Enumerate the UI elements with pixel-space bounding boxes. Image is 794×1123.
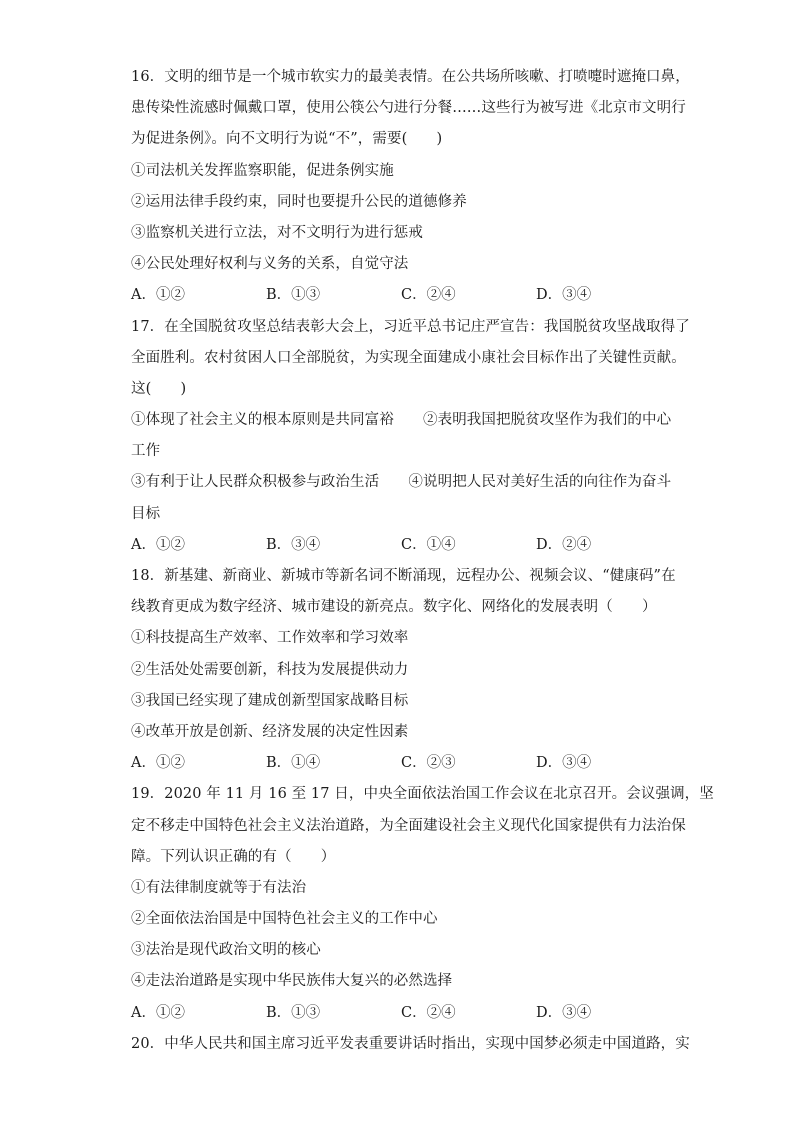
question-stem-line: 定不移走中国特色社会主义法治道路，为全面建设社会主义现代化国家提供有力法治保 xyxy=(131,817,686,834)
statement-line: ①司法机关发挥监察职能，促进条例实施 xyxy=(131,162,394,179)
question-stem-line: 线教育更成为数字经济、城市建设的新亮点。数字化、网络化的发展表明（ ） xyxy=(131,599,657,616)
question-stem-line: 18．新基建、新商业、新城市等新名词不断涌现，远程办公、视频会议、“健康码”在 xyxy=(131,568,676,584)
option-d: D．③④ xyxy=(536,287,592,304)
option-d: D．③④ xyxy=(536,1004,592,1021)
question-17 xyxy=(131,312,690,562)
option-c: C．②③ xyxy=(401,755,456,772)
option-a: A．①② xyxy=(131,1004,185,1021)
question-stem-line: 障。下列认识正确的有（ ） xyxy=(131,848,336,865)
statement-line: ④改革开放是创新、经济发展的决定性因素 xyxy=(131,723,409,740)
statement-line: ①体现了社会主义的根本原则是共同富裕 ②表明我国把脱贫攻坚作为我们的中心 xyxy=(131,412,672,429)
question-20 xyxy=(131,1029,690,1060)
question-stem-line: 17．在全国脱贫攻坚总结表彰大会上，习近平总书记庄严宣告：我国脱贫攻坚战取得了 xyxy=(131,318,690,335)
option-a: A．①② xyxy=(131,287,185,304)
answer-options xyxy=(131,998,671,1029)
question-stem-line: 全面胜利。农村贫困人口全部脱贫，为实现全面建成小康社会目标作出了关键性贡献。 xyxy=(131,349,686,366)
statement-line: ②全面依法治国是中国特色社会主义的工作中心 xyxy=(131,911,438,928)
statement-line: ④公民处理好权利与义务的关系，自觉守法 xyxy=(131,256,409,273)
question-16 xyxy=(131,62,690,312)
option-c: C．①④ xyxy=(401,536,456,553)
question-stem-line: 为促进条例》。向不文明行为说“不”，需要( ) xyxy=(131,131,443,148)
question-stem-line: 20．中华人民共和国主席习近平发表重要讲话时指出，实现中国梦必须走中国道路，实 xyxy=(131,1035,690,1052)
statement-line: ①有法律制度就等于有法治 xyxy=(131,879,307,896)
option-d: D．②④ xyxy=(536,536,592,553)
question-stem-line: 患传染性流感时佩戴口罩，使用公筷公勺进行分餐……这些行为被写进《北京市文明行 xyxy=(131,100,686,117)
question-stem-line: 19．2020 年 11 月 16 至 17 日，中央全面依法治国工作会议在北京召开。会议强调，坚 xyxy=(131,786,714,803)
question-18 xyxy=(131,561,676,779)
answer-options xyxy=(131,280,671,311)
statement-line: ②运用法律手段约束，同时也要提升公民的道德修养 xyxy=(131,193,467,210)
option-c: C．②④ xyxy=(401,287,456,304)
statement-line: ①科技提高生产效率、工作效率和学习效率 xyxy=(131,630,409,647)
statement-line: 工作 xyxy=(131,443,161,460)
option-b: B．③④ xyxy=(266,536,321,553)
exam-page xyxy=(131,62,714,1060)
option-a: A．①② xyxy=(131,755,185,772)
question-stem-line: 这( ) xyxy=(131,380,187,397)
statement-line: ③法治是现代政治文明的核心 xyxy=(131,942,321,959)
answer-options xyxy=(131,748,671,779)
option-c: C．②④ xyxy=(401,1004,456,1021)
statement-line: ③有利于让人民群众积极参与政治生活 ④说明把人民对美好生活的向往作为奋斗 xyxy=(131,474,672,491)
statement-line: ④走法治道路是实现中华民族伟大复兴的必然选择 xyxy=(131,973,453,990)
option-b: B．①③ xyxy=(266,287,321,304)
question-stem-line: 16．文明的细节是一个城市软实力的最美表情。在公共场所咳嗽、打喷嚏时遮掩口鼻， xyxy=(131,69,690,85)
option-b: B．①③ xyxy=(266,1004,321,1021)
option-a: A．①② xyxy=(131,536,185,553)
question-19 xyxy=(131,779,714,1029)
answer-options xyxy=(131,530,671,561)
option-b: B．①④ xyxy=(266,755,321,772)
statement-line: ③监察机关进行立法，对不文明行为进行惩戒 xyxy=(131,224,423,241)
statement-line: ②生活处处需要创新，科技为发展提供动力 xyxy=(131,661,409,678)
option-d: D．③④ xyxy=(536,755,592,772)
statement-line: ③我国已经实现了建成创新型国家战略目标 xyxy=(131,692,409,709)
statement-line: 目标 xyxy=(131,505,161,522)
